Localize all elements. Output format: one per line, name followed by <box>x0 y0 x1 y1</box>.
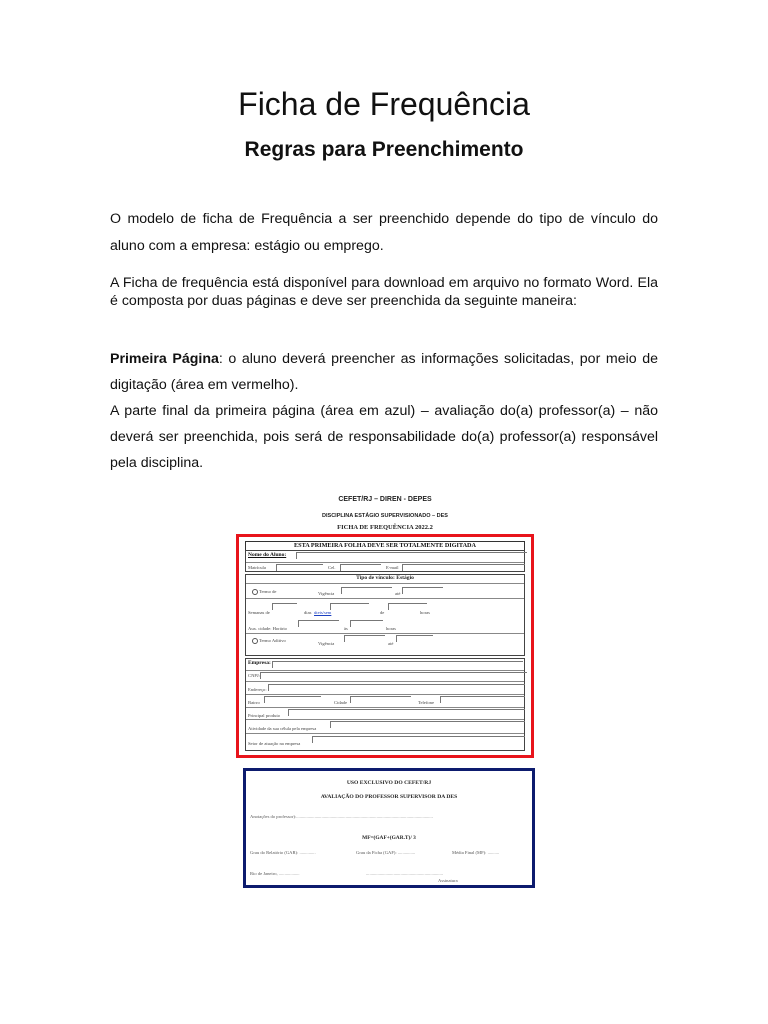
signature-label: Assinatura <box>438 878 458 883</box>
validity-start-field <box>341 587 392 594</box>
hours-label: horas <box>420 610 430 615</box>
paragraph-intro: O modelo de ficha de Frequência a ser preenchido depende do tipo de vínculo do aluno com a empresa: estágio ou emprego. <box>110 211 658 254</box>
page-title: Ficha de Frequência <box>238 86 530 122</box>
email-field <box>402 564 525 571</box>
addendum-validity-label: Vigência <box>318 641 335 646</box>
professor-evaluation-area <box>243 768 535 888</box>
activity-label: Atividade da sua célula pela empresa <box>248 726 317 731</box>
validity-end-field <box>402 587 443 594</box>
evaluation-title: AVALIAÇÃO DO PROFESSOR SUPERVISOR DA DES <box>320 794 458 800</box>
cnpj-field <box>260 672 527 679</box>
student-name-field <box>296 552 527 559</box>
cnpj-label: CNPJ: <box>248 673 261 678</box>
schedule-hours-label: horas <box>386 626 396 631</box>
email-label: E-mail <box>386 565 399 570</box>
until-label: até <box>395 591 401 596</box>
address-label: Endereço: <box>248 687 267 692</box>
phone-label: Telefone <box>418 700 435 705</box>
to-label: às <box>344 626 348 631</box>
schedule-end-field <box>350 620 383 627</box>
validity-label: Vigência <box>318 591 335 596</box>
main-product-label: Principal produto <box>248 713 281 718</box>
company-section <box>245 658 525 751</box>
report-grade-label: Grau do Relatório (GAR): .............. <box>250 850 316 855</box>
form-figure <box>230 494 540 890</box>
link-type-section <box>245 574 525 656</box>
of-label: de <box>380 610 385 615</box>
addendum-radio <box>252 638 258 644</box>
matricula-field <box>276 564 323 571</box>
notes-label: Anotações do professor):....................................................................................................................... <box>250 814 433 819</box>
phone-field <box>440 696 525 703</box>
schedule-start-field <box>298 620 339 627</box>
first-page-label: Primeira Página <box>110 351 219 367</box>
page-subtitle: Regras para Preenchimento <box>244 138 524 161</box>
figure-header-discipline: DISCIPLINA ESTÁGIO SUPERVISIONADO – DES <box>322 513 448 519</box>
days-field <box>330 603 369 610</box>
paragraph-first-page <box>110 346 658 398</box>
paragraph-download: A Ficha de frequência está disponível para download em arquivo no formato Word. Ela é composta por duas páginas e deve ser preenchida da seguinte maneira: <box>110 275 658 309</box>
figure-header-form-title: FICHA DE FREQUÊNCIA 2022.2 <box>337 524 433 531</box>
student-section <box>245 550 525 572</box>
cel-label: Cel. <box>328 565 336 570</box>
exclusive-use-title: USO EXCLUSIVO DO CEFET/RJ <box>346 780 432 786</box>
city-label: Cidade <box>334 700 348 705</box>
signature-line: ................................................................... <box>366 871 443 876</box>
term-label: Termo de <box>259 589 277 594</box>
weeks-field <box>272 603 297 610</box>
activity-field <box>330 721 525 728</box>
days-link: úteis/sem <box>314 610 332 615</box>
schedule-label: Aux. cidade: Horário <box>248 626 287 631</box>
weeks-label: Semanas de <box>248 610 270 615</box>
sector-field <box>312 736 525 743</box>
first-page-text: : o aluno deverá preencher as informações solicitadas, por meio de digitação (área em vermelho). <box>110 351 658 393</box>
link-type-heading: Tipo de vínculo: Estágio <box>246 575 524 584</box>
addendum-end-field <box>396 635 433 642</box>
addendum-start-field <box>344 635 385 642</box>
company-field <box>272 661 523 668</box>
district-label: Bairro <box>248 700 260 705</box>
district-field <box>264 696 321 703</box>
addendum-until-label: até <box>388 641 394 646</box>
student-fill-area <box>236 534 534 758</box>
sheet-grade-label: Grau da Ficha (GAF): ............... <box>356 850 416 855</box>
figure-header-institution: CEFET/RJ – DIREN - DEPES <box>338 496 432 503</box>
company-label: Empresa: <box>248 660 271 666</box>
city-field <box>350 696 411 703</box>
final-average-label: Média Final (MF): .......... <box>452 850 500 855</box>
matricula-label: Matrícula <box>248 565 266 570</box>
days-label: dias <box>304 610 312 615</box>
cel-field <box>340 564 381 571</box>
sector-label: Setor de atuação na empresa <box>248 741 301 746</box>
address-field <box>268 684 525 691</box>
digitize-banner: ESTA PRIMEIRA FOLHA DEVE SER TOTALMENTE DIGITADA <box>245 541 525 551</box>
paragraph-final-part: A parte final da primeira página (área em azul) – avaliação do(a) professor(a) – não deverá ser preenchida, pois será de responsabilidade do(a) professor(a) responsável pela disciplina. <box>110 403 658 471</box>
formula-text: MF=(GAF+(GAR.T)/ 3 <box>362 835 416 841</box>
main-product-field <box>288 709 525 716</box>
location-date-label: Rio de Janeiro, .................. <box>250 871 300 876</box>
hours-field <box>388 603 427 610</box>
student-name-label: Nome do Aluno: <box>248 552 287 558</box>
term-radio <box>252 589 258 595</box>
addendum-label: Termo Aditivo <box>259 638 286 643</box>
